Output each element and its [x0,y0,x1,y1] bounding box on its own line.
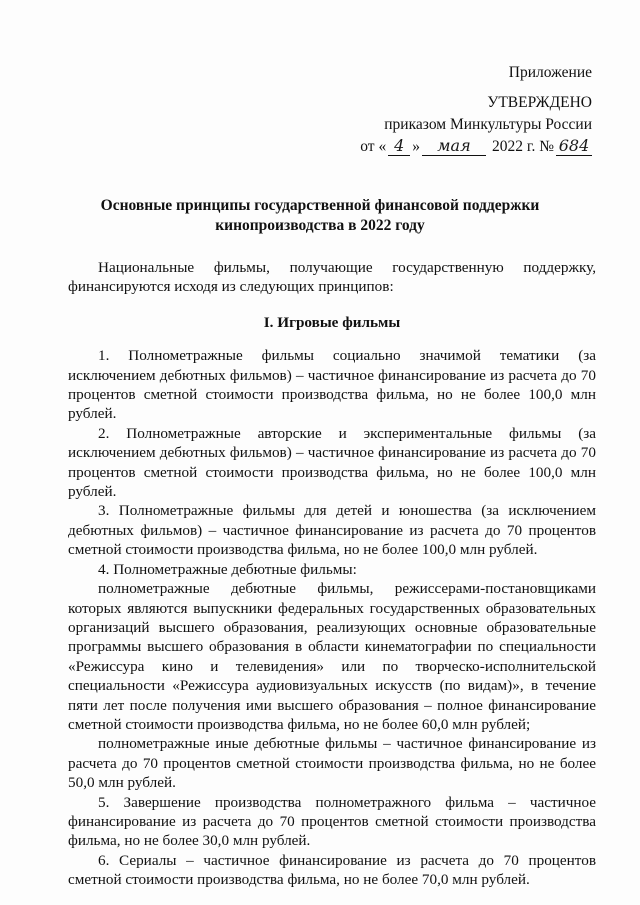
paragraph-2: 2. Полнометражные авторские и экспериментальные фильмы (за исключением дебютных фильмов) – частичное финансирование из расчета до 70 процентов сметной стоимости производства фильма, но не более 100,0 млн рублей. [68,424,596,501]
paragraph-6: 6. Сериалы – частичное финансирование из расчета до 70 процентов сметной стоимости производства фильма, но не более 70,0 млн рублей. [68,851,596,889]
title-line-2: кинопроизводства в 2022 году [215,217,425,234]
order-date-line [360,136,592,158]
intro-paragraph: Национальные фильмы, получающие государственную поддержку, финансируются исходя из следующих принципов: [68,259,596,296]
order-number: 684 [556,137,592,156]
order-month: мая [422,137,486,156]
approved-label: УТВЕРЖДЕНО [487,94,592,111]
section-title: I. Игровые фильмы [263,313,401,331]
title-line-1: Основные принципы государственной финансовой поддержки [100,197,540,214]
document-body [68,258,596,890]
paragraph-4: 4. Полнометражные дебютные фильмы: [98,560,357,578]
paragraph-3: 3. Полнометражные фильмы для детей и юношества (за исключением дебютных фильмов) – частичное финансирование из расчета до 70 процентов сметной стоимости производства фильма, но не более 100,0 млн рублей. [68,502,596,559]
approval-header [360,62,592,158]
by-order-label: приказом Минкультуры России [384,116,592,133]
paragraph-4-a: полнометражные дебютные фильмы, режиссерами-постановщиками которых являются выпускники федеральных государственных образовательных организаций высшего образования, реализующих основные образовательные программы высшего образования в области кинематографии по специальности «Режиссура кино и телевидения» или по творческо-исполнительской специальности «Режиссура аудиовизуальных искусств (по видам)», в течение пяти лет после получения ими высшего образования – полное финансирование сметной стоимости производства фильма, но не более 60,0 млн рублей; [68,580,596,733]
paragraph-1: 1. Полнометражные фильмы социально значимой тематики (за исключением дебютных фильмов) – частичное финансирование из расчета до 70 процентов сметной стоимости производства фильма, но не более 100,0 млн рублей. [68,347,596,423]
order-mid: » [412,138,420,155]
order-year-label: 2022 г. № [491,138,554,155]
appendix-label: Приложение [508,64,592,81]
order-day: 4 [388,137,410,156]
paragraph-4-b: полнометражные иные дебютные фильмы – частичное финансирование из расчета до 70 процентов сметной стоимости производства фильма, но не более 50,0 млн рублей. [68,735,596,792]
order-prefix: от « [360,138,387,155]
document-title [60,196,580,236]
paragraph-5: 5. Завершение производства полнометражного фильма – частичное финансирование из расчета до 70 процентов сметной стоимости производства фильма, но не более 30,0 млн рублей. [68,793,596,850]
